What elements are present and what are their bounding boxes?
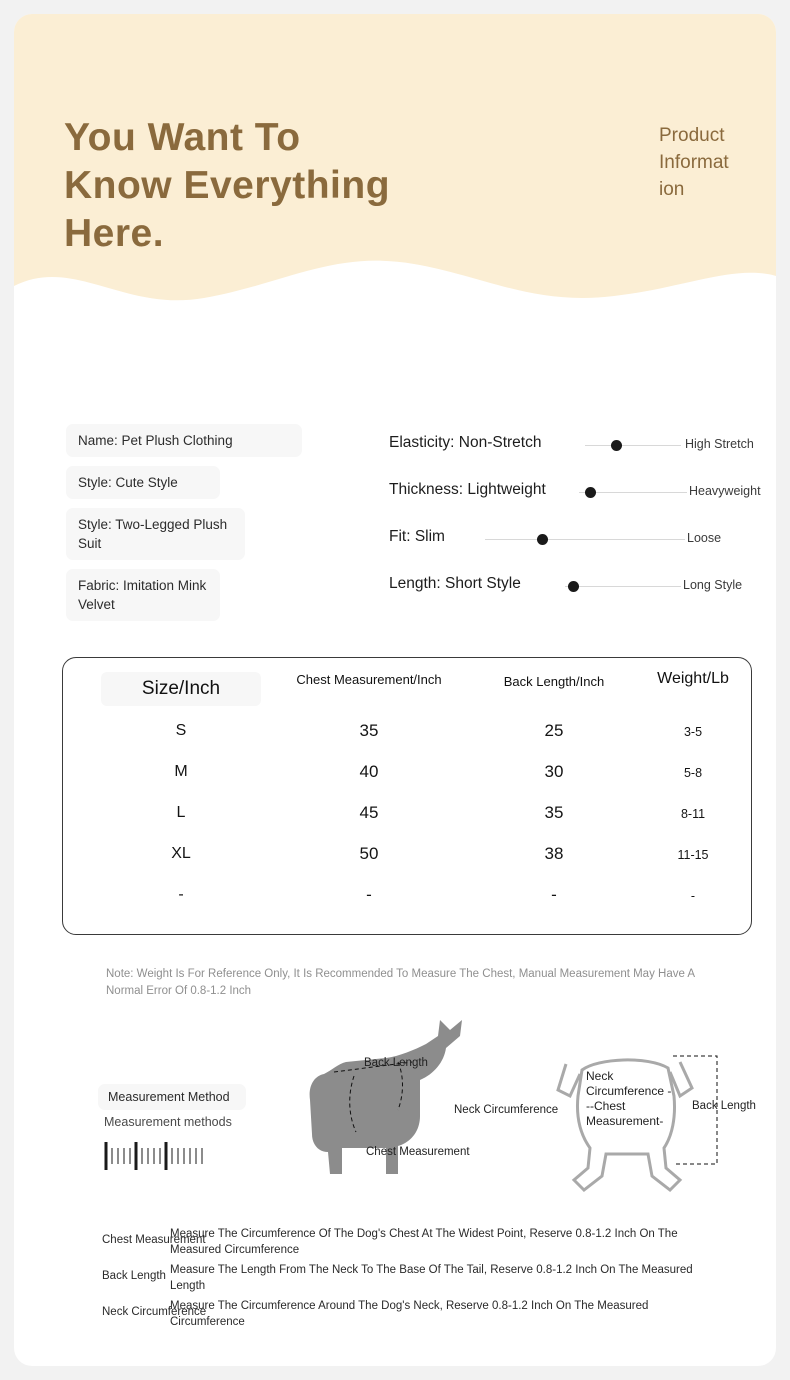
suit-label-neck-chest: Neck Circumference ---Chest Measurement- bbox=[586, 1069, 672, 1128]
slider-dot-elasticity[interactable] bbox=[611, 440, 622, 451]
table-row bbox=[63, 837, 751, 878]
slider-dot-thickness[interactable] bbox=[585, 487, 596, 498]
slider-track-length bbox=[565, 586, 681, 587]
slider-end-length: Long Style bbox=[683, 578, 743, 592]
cell-chest: 40 bbox=[359, 762, 379, 781]
ruler-icon bbox=[104, 1140, 214, 1172]
cell-size: L bbox=[176, 804, 186, 821]
slider-label-elasticity: Elasticity: Non-Stretch bbox=[389, 434, 542, 451]
attribute-item-name: Name: Pet Plush Clothing bbox=[66, 424, 302, 457]
slider-dot-length[interactable] bbox=[568, 581, 579, 592]
slider-length bbox=[389, 570, 776, 617]
hero-banner bbox=[14, 14, 776, 314]
definition-term-chest: Chest Measurement bbox=[102, 1234, 206, 1246]
cell-size: S bbox=[175, 722, 187, 739]
slider-thickness bbox=[389, 476, 776, 523]
attribute-list bbox=[66, 424, 316, 630]
cell-weight: 3-5 bbox=[683, 725, 703, 739]
cell-chest: - bbox=[366, 885, 372, 904]
slider-label-length: Length: Short Style bbox=[389, 575, 521, 592]
size-table bbox=[62, 657, 752, 935]
cell-back: - bbox=[551, 885, 557, 904]
attribute-item-suit-style: Style: Two-Legged Plush Suit bbox=[66, 508, 245, 560]
slider-fit bbox=[389, 523, 776, 570]
definition-term-neck: Neck Circumference bbox=[102, 1306, 207, 1318]
page-title: You Want To Know Everything Here. bbox=[64, 116, 391, 255]
measurement-method-badge: Measurement Method bbox=[98, 1084, 246, 1110]
cell-back: 35 bbox=[544, 803, 564, 822]
table-header-row bbox=[63, 658, 751, 714]
dog-label-neck-circumference: Neck Circumference bbox=[454, 1104, 559, 1116]
definition-row-chest bbox=[102, 1226, 722, 1262]
definition-desc-back-length: Measure The Length From The Neck To The Base Of The Tail, Reserve 0.8-1.2 Inch On The Measured Length bbox=[170, 1264, 693, 1292]
slider-track-elasticity bbox=[585, 445, 681, 446]
cell-weight: 11-15 bbox=[677, 848, 709, 862]
dog-label-back-length: Back Length bbox=[364, 1057, 428, 1069]
table-header-size: Size/Inch bbox=[101, 672, 261, 706]
table-header-weight: Weight/Lb bbox=[657, 670, 729, 687]
definition-row-neck bbox=[102, 1298, 722, 1334]
dog-label-chest-measurement: Chest Measurement bbox=[366, 1146, 470, 1158]
table-header-chest: Chest Measurement/Inch bbox=[296, 672, 442, 687]
property-sliders bbox=[389, 429, 776, 617]
cell-chest: 45 bbox=[359, 803, 379, 822]
hero-wave-decoration bbox=[14, 246, 776, 316]
cell-size: XL bbox=[171, 845, 191, 862]
definition-term-back-length: Back Length bbox=[102, 1270, 166, 1282]
slider-elasticity bbox=[389, 429, 776, 476]
hero-subtitle: Product Information bbox=[659, 125, 729, 200]
cell-weight: 8-11 bbox=[680, 807, 706, 821]
cell-size: - bbox=[178, 886, 184, 903]
slider-track-fit bbox=[485, 539, 685, 540]
table-row bbox=[63, 714, 751, 755]
cell-chest: 35 bbox=[359, 721, 379, 740]
slider-dot-fit[interactable] bbox=[537, 534, 548, 545]
attribute-item-fabric: Fabric: Imitation Mink Velvet bbox=[66, 569, 220, 621]
attribute-item-style: Style: Cute Style bbox=[66, 466, 220, 499]
cell-back: 30 bbox=[544, 762, 564, 781]
measurement-note: Note: Weight Is For Reference Only, It Is Recommended To Measure The Chest, Manual Measurement May Have A Normal Error Of 0.8-1.2 Inch bbox=[106, 968, 695, 997]
cell-weight: 5-8 bbox=[683, 766, 703, 780]
cell-back: 38 bbox=[544, 844, 564, 863]
definition-row-back-length bbox=[102, 1262, 722, 1298]
slider-end-thickness: Heavyweight bbox=[689, 484, 761, 498]
slider-label-fit: Fit: Slim bbox=[389, 528, 445, 545]
slider-label-thickness: Thickness: Lightweight bbox=[389, 481, 546, 498]
table-row bbox=[63, 878, 751, 919]
suit-label-back-length: Back Length bbox=[692, 1100, 756, 1112]
cell-chest: 50 bbox=[359, 844, 379, 863]
table-row bbox=[63, 755, 751, 796]
slider-end-elasticity: High Stretch bbox=[685, 437, 754, 451]
cell-size: M bbox=[174, 763, 188, 780]
table-header-back-length: Back Length/Inch bbox=[503, 674, 605, 689]
slider-end-fit: Loose bbox=[687, 531, 722, 545]
cell-weight: - bbox=[690, 889, 696, 903]
suit-back-length-bracket bbox=[669, 1050, 729, 1170]
product-info-card bbox=[14, 14, 776, 1366]
definition-desc-chest: Measure The Circumference Of The Dog's Chest At The Widest Point, Reserve 0.8-1.2 Inch On The Measured Circumference bbox=[170, 1228, 678, 1256]
definition-desc-neck: Measure The Circumference Around The Dog's Neck, Reserve 0.8-1.2 Inch On The Measured Circumference bbox=[170, 1300, 649, 1328]
measurement-definitions bbox=[102, 1226, 722, 1334]
measurement-method-subtitle: Measurement methods bbox=[104, 1115, 232, 1129]
table-row bbox=[63, 796, 751, 837]
cell-back: 25 bbox=[544, 721, 564, 740]
